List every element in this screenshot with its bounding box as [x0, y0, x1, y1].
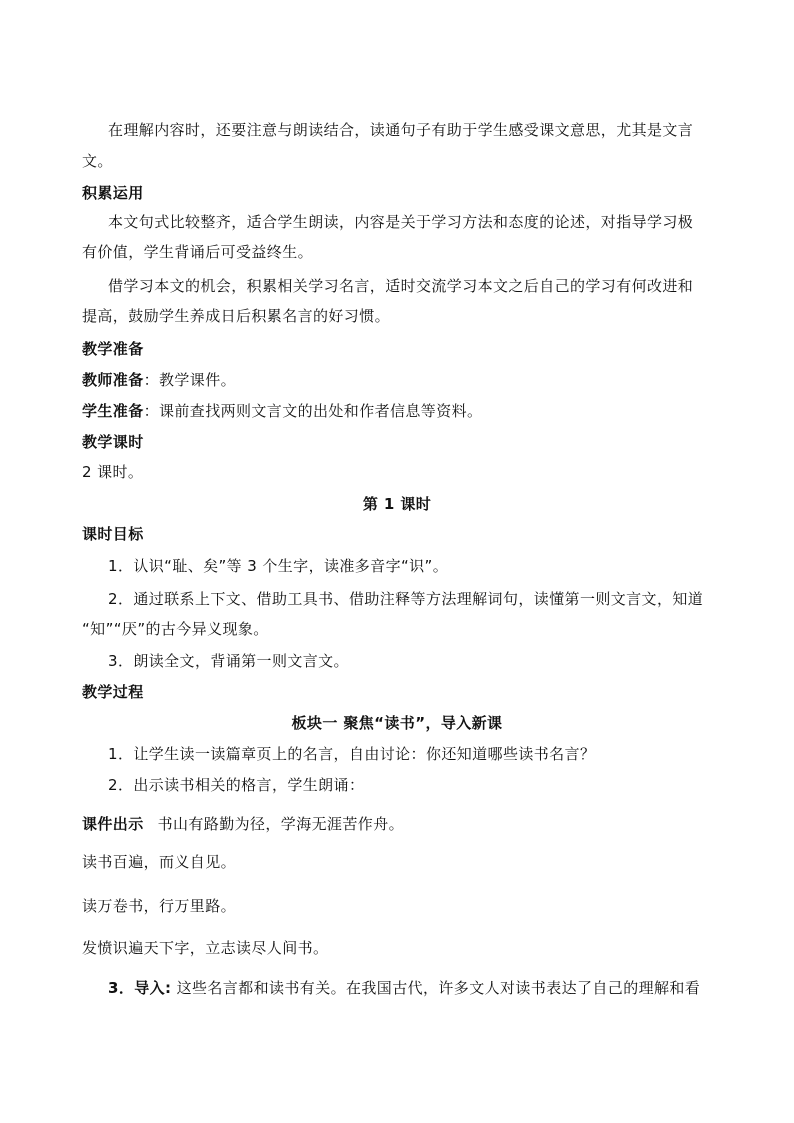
section-heading-zhunbei: 教学准备	[82, 340, 144, 358]
section-heading-mubiao: 课时目标	[82, 525, 144, 543]
goal-item-continued: “知”“厌”的古今异义现象。	[82, 620, 269, 638]
step3-label: 3．导入:	[108, 979, 172, 997]
student-prep-line	[82, 401, 482, 421]
teacher-prep-label: 教师准备	[82, 371, 144, 389]
keshi-text: 2 课时。	[82, 463, 144, 481]
student-prep-text: ：课前查找两则文言文的出处和作者信息等资料。	[143, 402, 483, 420]
step-item: 2．出示读书相关的格言，学生朗诵：	[108, 776, 365, 794]
teacher-prep-line	[82, 370, 236, 390]
paragraph-line: 在理解内容时，还要注意与朗读结合，读通句子有助于学生感受课文意思，尤其是文言	[108, 121, 694, 139]
quote-line: 读书百遍，而义自见。	[82, 853, 237, 871]
paragraph-line: 提高，鼓励学生养成日后积累名言的好习惯。	[82, 307, 391, 325]
paragraph-line: 文。	[82, 152, 113, 170]
step-item: 1．让学生读一读篇章页上的名言，自由讨论：你还知道哪些读书名言？	[108, 745, 596, 763]
lesson-title: 第 1 课时	[362, 495, 432, 513]
paragraph-line: 有价值，学生背诵后可受益终生。	[82, 243, 314, 261]
section-heading-jilei: 积累运用	[82, 184, 144, 202]
quote-text: 书山有路勤为径，学海无涯苦作舟。	[157, 815, 405, 833]
quote-line: 读万卷书，行万里路。	[82, 897, 237, 915]
goal-item: 2．通过联系上下文、借助工具书、借助注释等方法理解词句，读懂第一则文言文，知道	[108, 590, 704, 608]
paragraph-line: 本文句式比较整齐，适合学生朗读，内容是关于学习方法和态度的论述，对指导学习极	[108, 213, 694, 231]
goal-item: 1．认识“耻、矣”等 3 个生字，读准多音字“识”。	[108, 557, 449, 575]
paragraph-line: 借学习本文的机会，积累相关学习名言，适时交流学习本文之后自己的学习有何改进和	[108, 277, 694, 295]
teacher-prep-text: ：教学课件。	[143, 371, 237, 389]
student-prep-label: 学生准备	[82, 402, 144, 420]
goal-item: 3．朗读全文，背诵第一则文言文。	[108, 652, 349, 670]
section-heading-guocheng: 教学过程	[82, 683, 144, 701]
step-item	[108, 978, 700, 998]
quote-line: 发愤识遍天下字，立志读尽人间书。	[82, 939, 329, 957]
kejian-line	[82, 814, 404, 834]
section-heading-keshi: 教学课时	[82, 433, 144, 451]
step3-text: 这些名言都和读书有关。在我国古代，许多文人对读书表达了自己的理解和看	[171, 979, 701, 997]
kejian-label: 课件出示	[82, 815, 144, 833]
module-title: 板块一 聚焦“读书”，导入新课	[291, 714, 503, 732]
